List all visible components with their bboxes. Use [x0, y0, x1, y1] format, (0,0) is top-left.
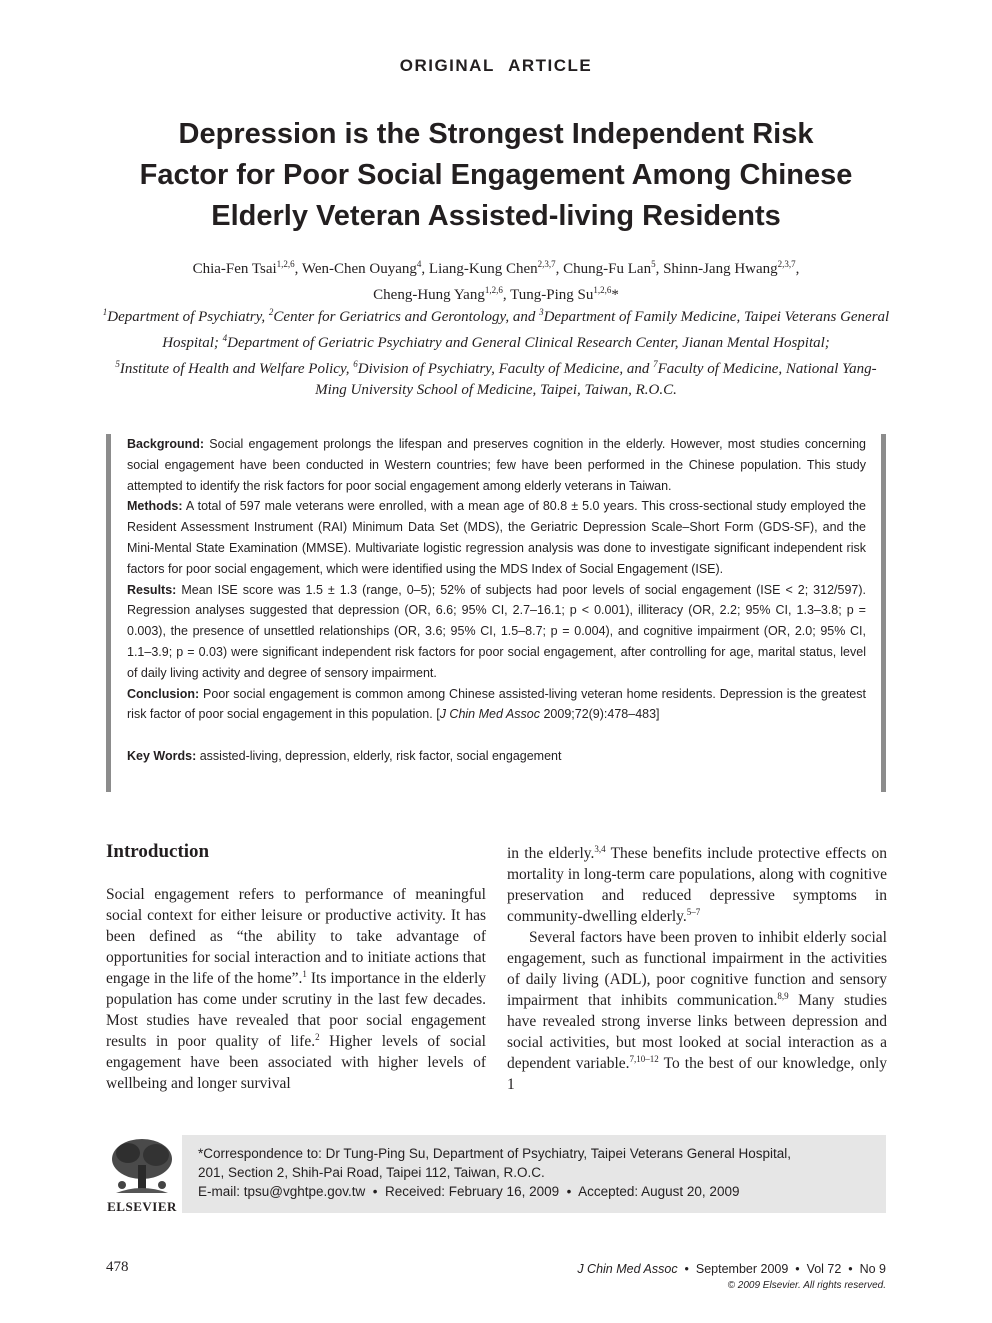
- citation-bracket: [: [436, 707, 440, 722]
- author-separator: ,: [421, 261, 429, 277]
- affiliation-text: Department of Family Medicine, Taipei Veterans General Hospital;: [162, 309, 890, 351]
- affiliation-text: Center for Geriatrics and Gerontology, and: [273, 309, 540, 325]
- author-name: Chung-Fu Lan: [563, 261, 652, 277]
- abstract-methods: [127, 496, 866, 579]
- author-separator: ,: [655, 261, 664, 277]
- reference-citation: 3,4: [594, 843, 606, 854]
- abstract-section-text: Social engagement prolongs the lifespan and preserves cognition in the elderly. However, most studies concerning social engagement have been conducted in Western countries; few have been performed in the Chinese population. This study attempted to identify the risk factors for poor social engagement among elderly veterans in Taiwan.: [127, 437, 866, 493]
- title-line: Factor for Poor Social Engagement Among Chinese: [139, 159, 853, 191]
- author-separator: ,: [294, 261, 302, 277]
- affiliation-text: Institute of Health and Welfare Policy,: [119, 361, 354, 377]
- reference-citation: 8,9: [777, 990, 789, 1001]
- abstract-section-label: Results:: [127, 582, 177, 597]
- page-number: 478: [106, 1259, 129, 1275]
- author-separator: ,: [795, 261, 800, 277]
- correspondence-section: [106, 1135, 886, 1213]
- body-paragraph: [507, 927, 887, 1095]
- body-text: These benefits include protective effects on mortality in long-term care populations, along with cognitive preservation and reduced depressive symptoms in community-dwelling elderly.: [507, 845, 887, 925]
- article-title: [100, 114, 892, 237]
- abstract-conclusion: [127, 684, 866, 726]
- article-type-label: ORIGINAL ARTICLE: [399, 56, 593, 75]
- journal-footer: [577, 1261, 886, 1294]
- abstract-section-text: Mean ISE score was 1.5 ± 1.3 (range, 0–5); 52% of subjects had poor levels of social engagement (ISE < 2; 312/597). Regression analyses suggested that depression (OR, 6.6; 95% CI, 2.7–16.1; p < 0.001), illiteracy (OR, 2.2; 95% CI, 1.3–3.8; p = 0.003), the presence of unsettled relationships (OR, 3.6; 95% CI, 1.5–8.7; p = 0.004), and cognitive impairment (OR, 2.0; 95% CI, 1.1–3.9; p = 0.03) were significant independent risk factors for poor social engagement, after controlling for age, marital status, level of daily living activity and degree of sensory impairment.: [127, 582, 866, 680]
- affiliation-line: [100, 354, 892, 401]
- citation-journal: J Chin Med Assoc: [439, 707, 540, 722]
- copyright-notice: © 2009 Elsevier. All rights reserved.: [727, 1280, 886, 1291]
- citation-details: 2009;72(9):478–483]: [539, 707, 660, 722]
- abstract-keywords: [127, 746, 866, 767]
- section-heading-introduction: Introduction: [106, 841, 210, 862]
- body-column-left: [106, 884, 486, 1094]
- correspondence-line: 201, Section 2, Shih-Pai Road, Taipei 112, Taiwan, R.O.C.: [198, 1165, 545, 1180]
- author-separator: ,: [555, 261, 564, 277]
- author-affiliation-ref: 1,2,6: [276, 259, 295, 269]
- affiliation-number: 3: [539, 307, 544, 317]
- affiliation-text: Division of Psychiatry, Faculty of Medicine, and: [357, 361, 654, 377]
- correspondence-line: E-mail: tpsu@vghtpe.gov.tw • Received: February 16, 2009 • Accepted: August 20, 2009: [198, 1184, 740, 1199]
- abstract-results: [127, 580, 866, 684]
- author-affiliation-ref: 2,3,7: [537, 259, 556, 269]
- issue-info: • September 2009 • Vol 72 • No 9: [677, 1262, 886, 1276]
- elsevier-logo: [106, 1135, 178, 1213]
- author-name: Cheng-Hung Yang: [373, 287, 485, 303]
- journal-issue-line: [577, 1261, 886, 1278]
- reference-citation: 1: [302, 968, 307, 979]
- reference-citation: 2: [315, 1031, 320, 1042]
- affiliation-line: [100, 302, 892, 354]
- title-line: Depression is the Strongest Independent Risk: [178, 118, 814, 150]
- author-affiliation-ref: 2,3,7: [777, 259, 796, 269]
- affiliation-text: Department of Psychiatry,: [107, 309, 269, 325]
- author-name: Tung-Ping Su: [510, 287, 594, 303]
- author-affiliation-ref: 1,2,6: [593, 285, 612, 295]
- body-paragraph: [507, 843, 887, 927]
- author-name: Chia-Fen Tsai: [192, 261, 277, 277]
- correspondence-box: [182, 1135, 886, 1213]
- tree-icon: [106, 1135, 178, 1197]
- author-list: [100, 254, 892, 306]
- body-text: Several factors have been proven to inhibit elderly social engagement, such as functional impairment in the activities of daily living (ADL), poor cognitive function and sensory impairment that inhibits communication.: [507, 929, 887, 1009]
- author-name: Liang-Kung Chen: [428, 261, 538, 277]
- body-text: Higher levels of social engagement have been associated with higher levels of wellbeing and longer survival: [106, 1033, 486, 1092]
- author-name: Shinn-Jang Hwang: [663, 261, 778, 277]
- body-paragraph: [106, 884, 486, 1094]
- affiliation-number: 2: [268, 307, 274, 317]
- author-affiliation-ref: 5: [651, 259, 656, 269]
- keywords-text: assisted-living, depression, elderly, risk factor, social engagement: [199, 749, 562, 764]
- abstract-background: [127, 434, 866, 496]
- affiliation-number: 7: [653, 359, 658, 369]
- body-column-right: [507, 843, 887, 1095]
- corresponding-author-mark: *: [611, 287, 619, 303]
- abstract-section-label: Methods:: [127, 499, 183, 514]
- reference-citation: 5–7: [686, 906, 701, 917]
- body-text: in the elderly.: [507, 845, 595, 862]
- affiliation-number: 4: [222, 333, 228, 343]
- affiliation-number: 1: [102, 307, 108, 317]
- abstract-section-text: Poor social engagement is common among Chinese assisted-living veteran home residents. Depression is the greatest risk factor of poor social engagement in this population.: [127, 686, 866, 722]
- keywords-label: Key Words:: [127, 749, 197, 764]
- logo-wordmark: ELSEVIER: [107, 1199, 177, 1214]
- abstract-section-label: Background:: [127, 437, 205, 451]
- author-affiliation-ref: 4: [416, 259, 422, 269]
- correspondence-line: *Correspondence to: Dr Tung-Ping Su, Department of Psychiatry, Taipei Veterans General Hospital,: [198, 1146, 792, 1161]
- affiliation-number: 6: [353, 359, 358, 369]
- author-separator: ,: [502, 287, 511, 303]
- affiliation-number: 5: [115, 359, 120, 369]
- body-text: Its importance in the elderly population has come under scrutiny in the last few decades. Most studies have revealed that poor social engagement results in poor quality of life.: [106, 970, 487, 1050]
- body-text: Social engagement refers to performance of meaningful social context for either leisure or productive activity. It has been defined as “the ability to take advantage of opportunities for social interaction and to initiate actions that engage in the life of the home”.: [106, 886, 486, 987]
- title-line: Elderly Veteran Assisted-living Residents: [211, 200, 781, 232]
- affiliation-text: Department of Geriatric Psychiatry and General Clinical Research Center, Jianan Mental Hospital;: [227, 335, 830, 351]
- body-text: To the best of our knowledge, only 1: [507, 1055, 887, 1093]
- body-text: Many studies have revealed strong inverse links between depression and social activities, but most looked at social interaction as a dependent variable.: [507, 992, 888, 1072]
- reference-citation: 7,10–12: [629, 1053, 659, 1064]
- abstract-box: [106, 434, 886, 792]
- abstract-section-text: A total of 597 male veterans were enrolled, with a mean age of 80.8 ± 5.0 years. This cross-sectional study employed the Resident Assessment Instrument (RAI) Minimum Data Set (MDS), the Geriatric Depression Scale–Short Form (GDS-SF), and the Mini-Mental State Examination (MMSE). Multivariate logistic regression analysis was done to investigate significant independent risk factors for poor social engagement, which were identified using the MDS Index of Social Engagement (ISE).: [127, 499, 866, 576]
- journal-name: J Chin Med Assoc: [577, 1262, 678, 1276]
- author-name: Wen-Chen Ouyang: [301, 261, 417, 277]
- affiliation-text: Faculty of Medicine, National Yang-Ming University School of Medicine, Taipei, Taiwan, R.O.C.: [315, 361, 877, 398]
- abstract-section-label: Conclusion:: [127, 686, 200, 701]
- affiliations: [100, 302, 892, 401]
- author-affiliation-ref: 1,2,6: [484, 285, 503, 295]
